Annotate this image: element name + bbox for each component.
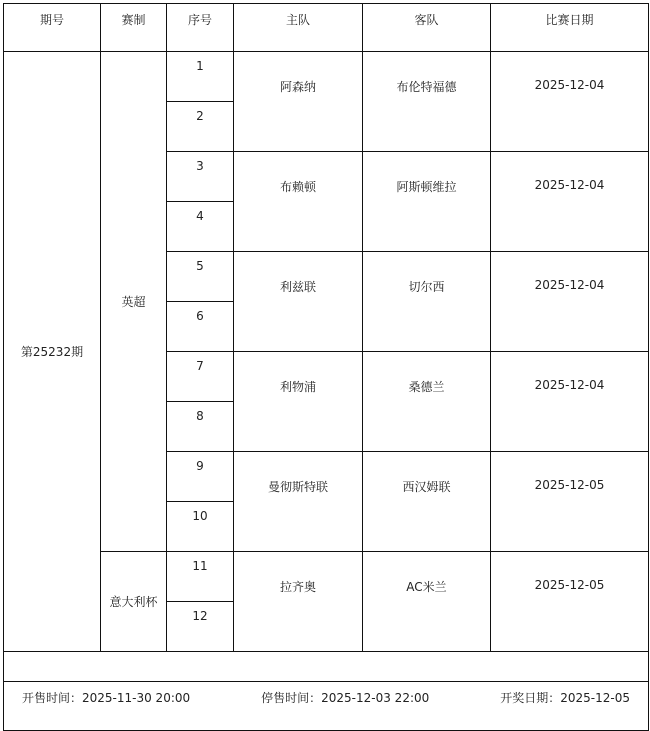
footer-cell — [4, 682, 649, 731]
schedule-table — [3, 3, 649, 731]
header-number: 序号 — [167, 4, 234, 52]
footer-row — [4, 682, 649, 731]
away-team: 布伦特福德 — [363, 52, 491, 152]
match-number: 3 — [167, 152, 234, 202]
header-competition: 赛制 — [101, 4, 167, 52]
match-row — [4, 552, 649, 602]
match-number: 4 — [167, 202, 234, 252]
match-number: 7 — [167, 352, 234, 402]
match-date: 2025-12-05 — [491, 452, 649, 552]
spacer-cell — [4, 652, 649, 682]
away-team: AC米兰 — [363, 552, 491, 652]
match-date: 2025-12-04 — [491, 352, 649, 452]
draw-date: 开奖日期：2025-12-05 — [500, 691, 630, 705]
header-row — [4, 4, 649, 52]
header-away: 客队 — [363, 4, 491, 52]
header-date: 比赛日期 — [491, 4, 649, 52]
away-team: 阿斯顿维拉 — [363, 152, 491, 252]
match-number: 8 — [167, 402, 234, 452]
match-date: 2025-12-04 — [491, 152, 649, 252]
away-team: 切尔西 — [363, 252, 491, 352]
match-date: 2025-12-05 — [491, 552, 649, 652]
match-number: 10 — [167, 502, 234, 552]
match-number: 6 — [167, 302, 234, 352]
header-home: 主队 — [234, 4, 363, 52]
match-date: 2025-12-04 — [491, 252, 649, 352]
issue-cell: 第25232期 — [4, 52, 101, 652]
away-team: 西汉姆联 — [363, 452, 491, 552]
sale-stop-time: 停售时间：2025-12-03 22:00 — [261, 691, 430, 705]
competition-cell: 英超 — [101, 52, 167, 552]
home-team: 阿森纳 — [234, 52, 363, 152]
footer-info — [4, 689, 648, 706]
match-number: 9 — [167, 452, 234, 502]
spacer-row — [4, 652, 649, 682]
home-team: 拉齐奥 — [234, 552, 363, 652]
match-number: 2 — [167, 102, 234, 152]
header-issue: 期号 — [4, 4, 101, 52]
match-number: 1 — [167, 52, 234, 102]
match-number: 5 — [167, 252, 234, 302]
match-date: 2025-12-04 — [491, 52, 649, 152]
schedule-table-wrapper — [3, 3, 648, 731]
competition-cell: 意大利杯 — [101, 552, 167, 652]
match-number: 11 — [167, 552, 234, 602]
away-team: 桑德兰 — [363, 352, 491, 452]
match-row — [4, 52, 649, 102]
match-number: 12 — [167, 602, 234, 652]
home-team: 曼彻斯特联 — [234, 452, 363, 552]
home-team: 利物浦 — [234, 352, 363, 452]
home-team: 布赖顿 — [234, 152, 363, 252]
sale-start-time: 开售时间：2025-11-30 20:00 — [22, 691, 191, 705]
home-team: 利兹联 — [234, 252, 363, 352]
